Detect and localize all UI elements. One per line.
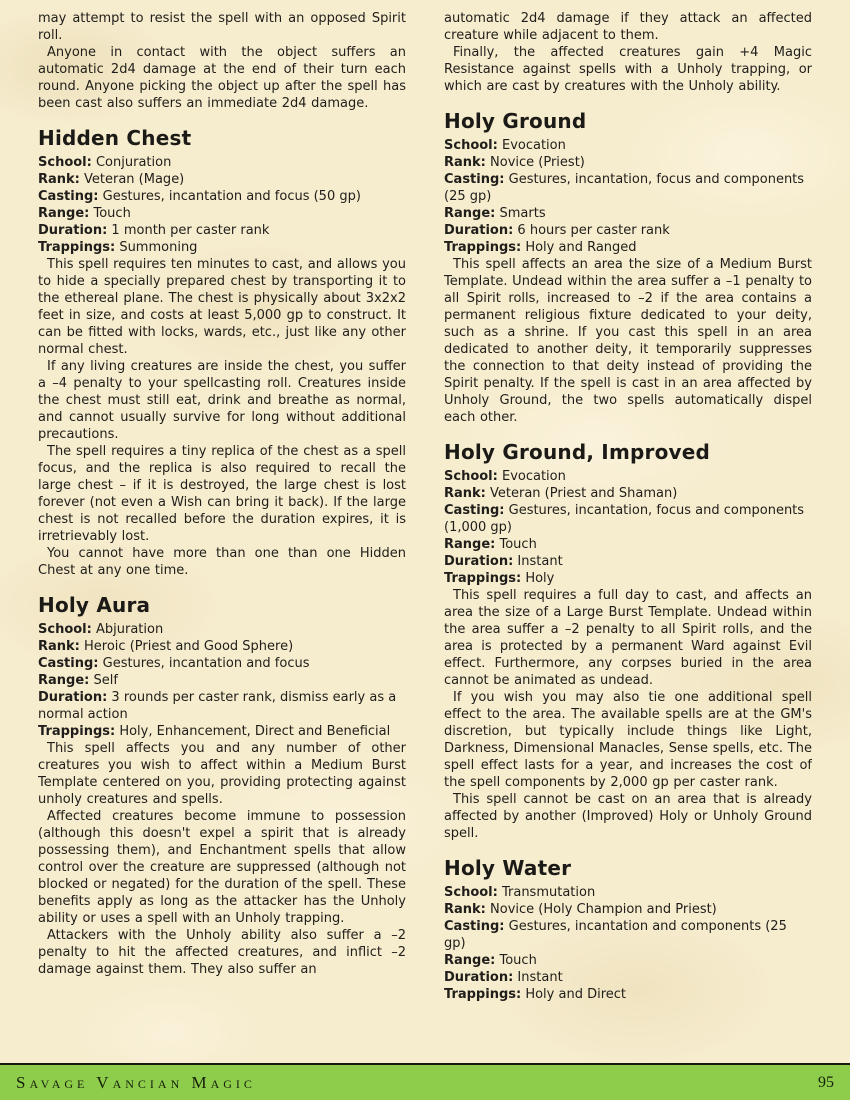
stat-label: Duration: [38,690,108,705]
body-paragraph: automatic 2d4 damage if they attack an affected creature while adjacent to them. [444,11,812,43]
stat-line [38,205,406,222]
stat-value: Veteran (Mage) [79,172,185,187]
stat-label: Trappings: [38,724,116,739]
stat-label: Rank: [444,486,486,501]
stat-line [38,239,406,256]
stat-line [444,154,812,171]
stat-value: Touch [495,537,537,552]
stat-label: Casting: [38,189,99,204]
stat-line [444,222,812,239]
column-left [38,10,406,1060]
stat-label: Range: [444,537,496,552]
body-paragraph: Anyone in contact with the object suffers an automatic 2d4 damage at the end of their turn each round. Anyone picking the object up after the spell has been cast also suffers an immediate 2d4 damage. [38,45,406,111]
stat-value: Gestures, incantation and focus (50 gp) [98,189,361,204]
stat-line [444,570,812,587]
stat-label: Casting: [444,919,505,934]
body-paragraph: You cannot have more than one than one Hidden Chest at any one time. [38,546,406,578]
stat-label: Range: [444,953,496,968]
stat-label: School: [444,885,498,900]
stat-line [38,222,406,239]
footer-page-number: 95 [818,1073,834,1091]
stat-line [444,205,812,222]
stat-label: Trappings: [444,571,522,586]
stat-label: School: [38,155,92,170]
stat-line [38,638,406,655]
stat-value: Holy [521,571,555,586]
stat-line [444,969,812,986]
stat-line [444,918,812,952]
body-paragraph: If any living creatures are inside the chest, you suffer a –4 penalty to your spellcasting roll. Creatures inside the chest must still eat, drink and breathe as normal, and cannot usually survive for long without additional precautions. [38,359,406,442]
stat-value: Holy, Enhancement, Direct and Beneficial [115,724,391,739]
page-content [38,10,812,1060]
stat-label: Duration: [444,554,514,569]
stat-line [444,137,812,154]
stat-value: Holy and Direct [521,987,626,1002]
stat-value: Touch [495,953,537,968]
stat-value: Gestures, incantation, focus and components (25 gp) [444,172,805,204]
body-paragraph: Affected creatures become immune to possession (although this doesn't expel a spirit that is already possessing them), and Enchantment spells that allow control over the creature are suppressed (although not blocked or negated) for the duration of the spell. These benefits apply as long as the attacker has the Unholy ability or uses a spell with an Unholy trapping. [38,809,406,926]
stat-line [444,884,812,901]
stat-label: School: [444,138,498,153]
spell-heading: Hidden Chest [38,126,192,150]
stat-value: Touch [89,206,131,221]
stat-line [444,536,812,553]
body-paragraph: If you wish you may also tie one additional spell effect to the area. The available spells are at the GM's discretion, but typically include things like Light, Darkness, Dimensional Manacles, Sense spells, etc. The spell effect lasts for a year, and increases the cost of the spell components by 2,000 gp per caster rank. [444,690,812,790]
stat-value: Heroic (Priest and Good Sphere) [79,639,294,654]
stat-value: Transmutation [497,885,596,900]
stat-label: Duration: [444,970,514,985]
stat-line [444,468,812,485]
stat-label: Duration: [444,223,514,238]
stat-label: Trappings: [444,987,522,1002]
stat-value: Gestures, incantation, focus and components (1,000 gp) [444,503,805,535]
stat-label: Rank: [38,639,80,654]
stat-line [38,171,406,188]
spell-heading: Holy Ground [444,109,587,133]
stat-value: Evocation [497,138,566,153]
stat-value: Gestures, incantation and components (25 gp) [444,919,787,951]
stat-label: Range: [38,206,90,221]
stat-value: Evocation [497,469,566,484]
stat-label: Rank: [444,902,486,917]
stat-line [38,154,406,171]
spell-heading: Holy Ground, Improved [444,440,711,464]
stat-label: Casting: [444,172,505,187]
stat-label: Trappings: [444,240,522,255]
stat-value: Gestures, incantation and focus [98,656,310,671]
body-paragraph: This spell requires a full day to cast, and affects an area the size of a Large Burst Template. Undead within the area suffer a –2 penalty to all Spirit rolls, and the area is protected by a permanent Ward against Evil effect. Furthermore, any corpses buried in the area cannot be animated as undead. [444,588,812,688]
stat-value: Conjuration [91,155,172,170]
body-paragraph: The spell requires a tiny replica of the chest as a spell focus, and the replica is also required to recall the large chest – if it is destroyed, the large chest is lost forever (not even a Wish can bring it back). If the large chest is not recalled before the duration expires, it is irretrievably lost. [38,444,406,544]
stat-line [38,188,406,205]
stat-line [38,723,406,740]
stat-line [444,952,812,969]
stat-label: Casting: [444,503,505,518]
stat-line [444,485,812,502]
body-paragraph: may attempt to resist the spell with an opposed Spirit roll. [38,11,406,43]
footer-bar [0,1063,850,1100]
spell-heading: Holy Water [444,856,572,880]
stat-value: Instant [513,554,563,569]
body-paragraph: Attackers with the Unholy ability also suffer a –2 penalty to hit the affected creatures, and inflict –2 damage against them. They also suffer an [38,928,406,977]
stat-label: Range: [38,673,90,688]
stat-line [38,655,406,672]
stat-label: School: [38,622,92,637]
stat-line [444,502,812,536]
stat-value: Novice (Holy Champion and Priest) [485,902,717,917]
stat-label: Trappings: [38,240,116,255]
stat-value: 6 hours per caster rank [513,223,670,238]
stat-label: Casting: [38,656,99,671]
stat-value: Summoning [115,240,198,255]
body-paragraph: This spell affects you and any number of other creatures you wish to affect within a Medium Burst Template centered on you, providing protecting against unholy creatures and spells. [38,741,406,807]
body-paragraph: Finally, the affected creatures gain +4 Magic Resistance against spells with a Unholy trapping, or which are cast by creatures with the Unholy ability. [444,45,812,94]
stat-line [444,986,812,1003]
stat-label: Range: [444,206,496,221]
stat-line [444,239,812,256]
stat-label: Duration: [38,223,108,238]
stat-value: Instant [513,970,563,985]
stat-value: Novice (Priest) [485,155,585,170]
stat-value: 1 month per caster rank [107,223,270,238]
stat-line [444,553,812,570]
stat-value: Self [89,673,118,688]
column-right [444,10,812,1060]
body-paragraph: This spell cannot be cast on an area that is already affected by another (Improved) Holy or Unholy Ground spell. [444,792,812,841]
stat-label: School: [444,469,498,484]
stat-value: Holy and Ranged [521,240,637,255]
stat-line [38,689,406,723]
stat-line [444,901,812,918]
body-paragraph: This spell requires ten minutes to cast, and allows you to hide a specially prepared chest by transporting it to the ethereal plane. The chest is physically about 3x2x2 feet in size, and costs at least 5,000 gp to construct. It can be fitted with locks, wards, etc., just like any other normal chest. [38,257,406,357]
body-paragraph: This spell affects an area the size of a Medium Burst Template. Undead within the area suffer a –1 penalty to all Spirit rolls, increased to –2 if the area contains a permanent religious fixture dedicated to your deity, such as a shrine. If you cast this spell in an area dedicated to another deity, it temporarily suppresses the connection to that deity instead of providing the Spirit penalty. If the spell is cast in an area affected by Unholy Ground, the two spells automatically dispel each other. [444,257,812,425]
stat-label: Rank: [444,155,486,170]
stat-line [38,672,406,689]
stat-line [444,171,812,205]
stat-value: Smarts [495,206,546,221]
stat-value: Veteran (Priest and Shaman) [485,486,678,501]
stat-line [38,621,406,638]
spell-heading: Holy Aura [38,593,151,617]
stat-value: Abjuration [91,622,164,637]
stat-value: 3 rounds per caster rank, dismiss early as a normal action [38,690,397,722]
stat-label: Rank: [38,172,80,187]
footer-title: Savage Vancian Magic [16,1072,256,1092]
